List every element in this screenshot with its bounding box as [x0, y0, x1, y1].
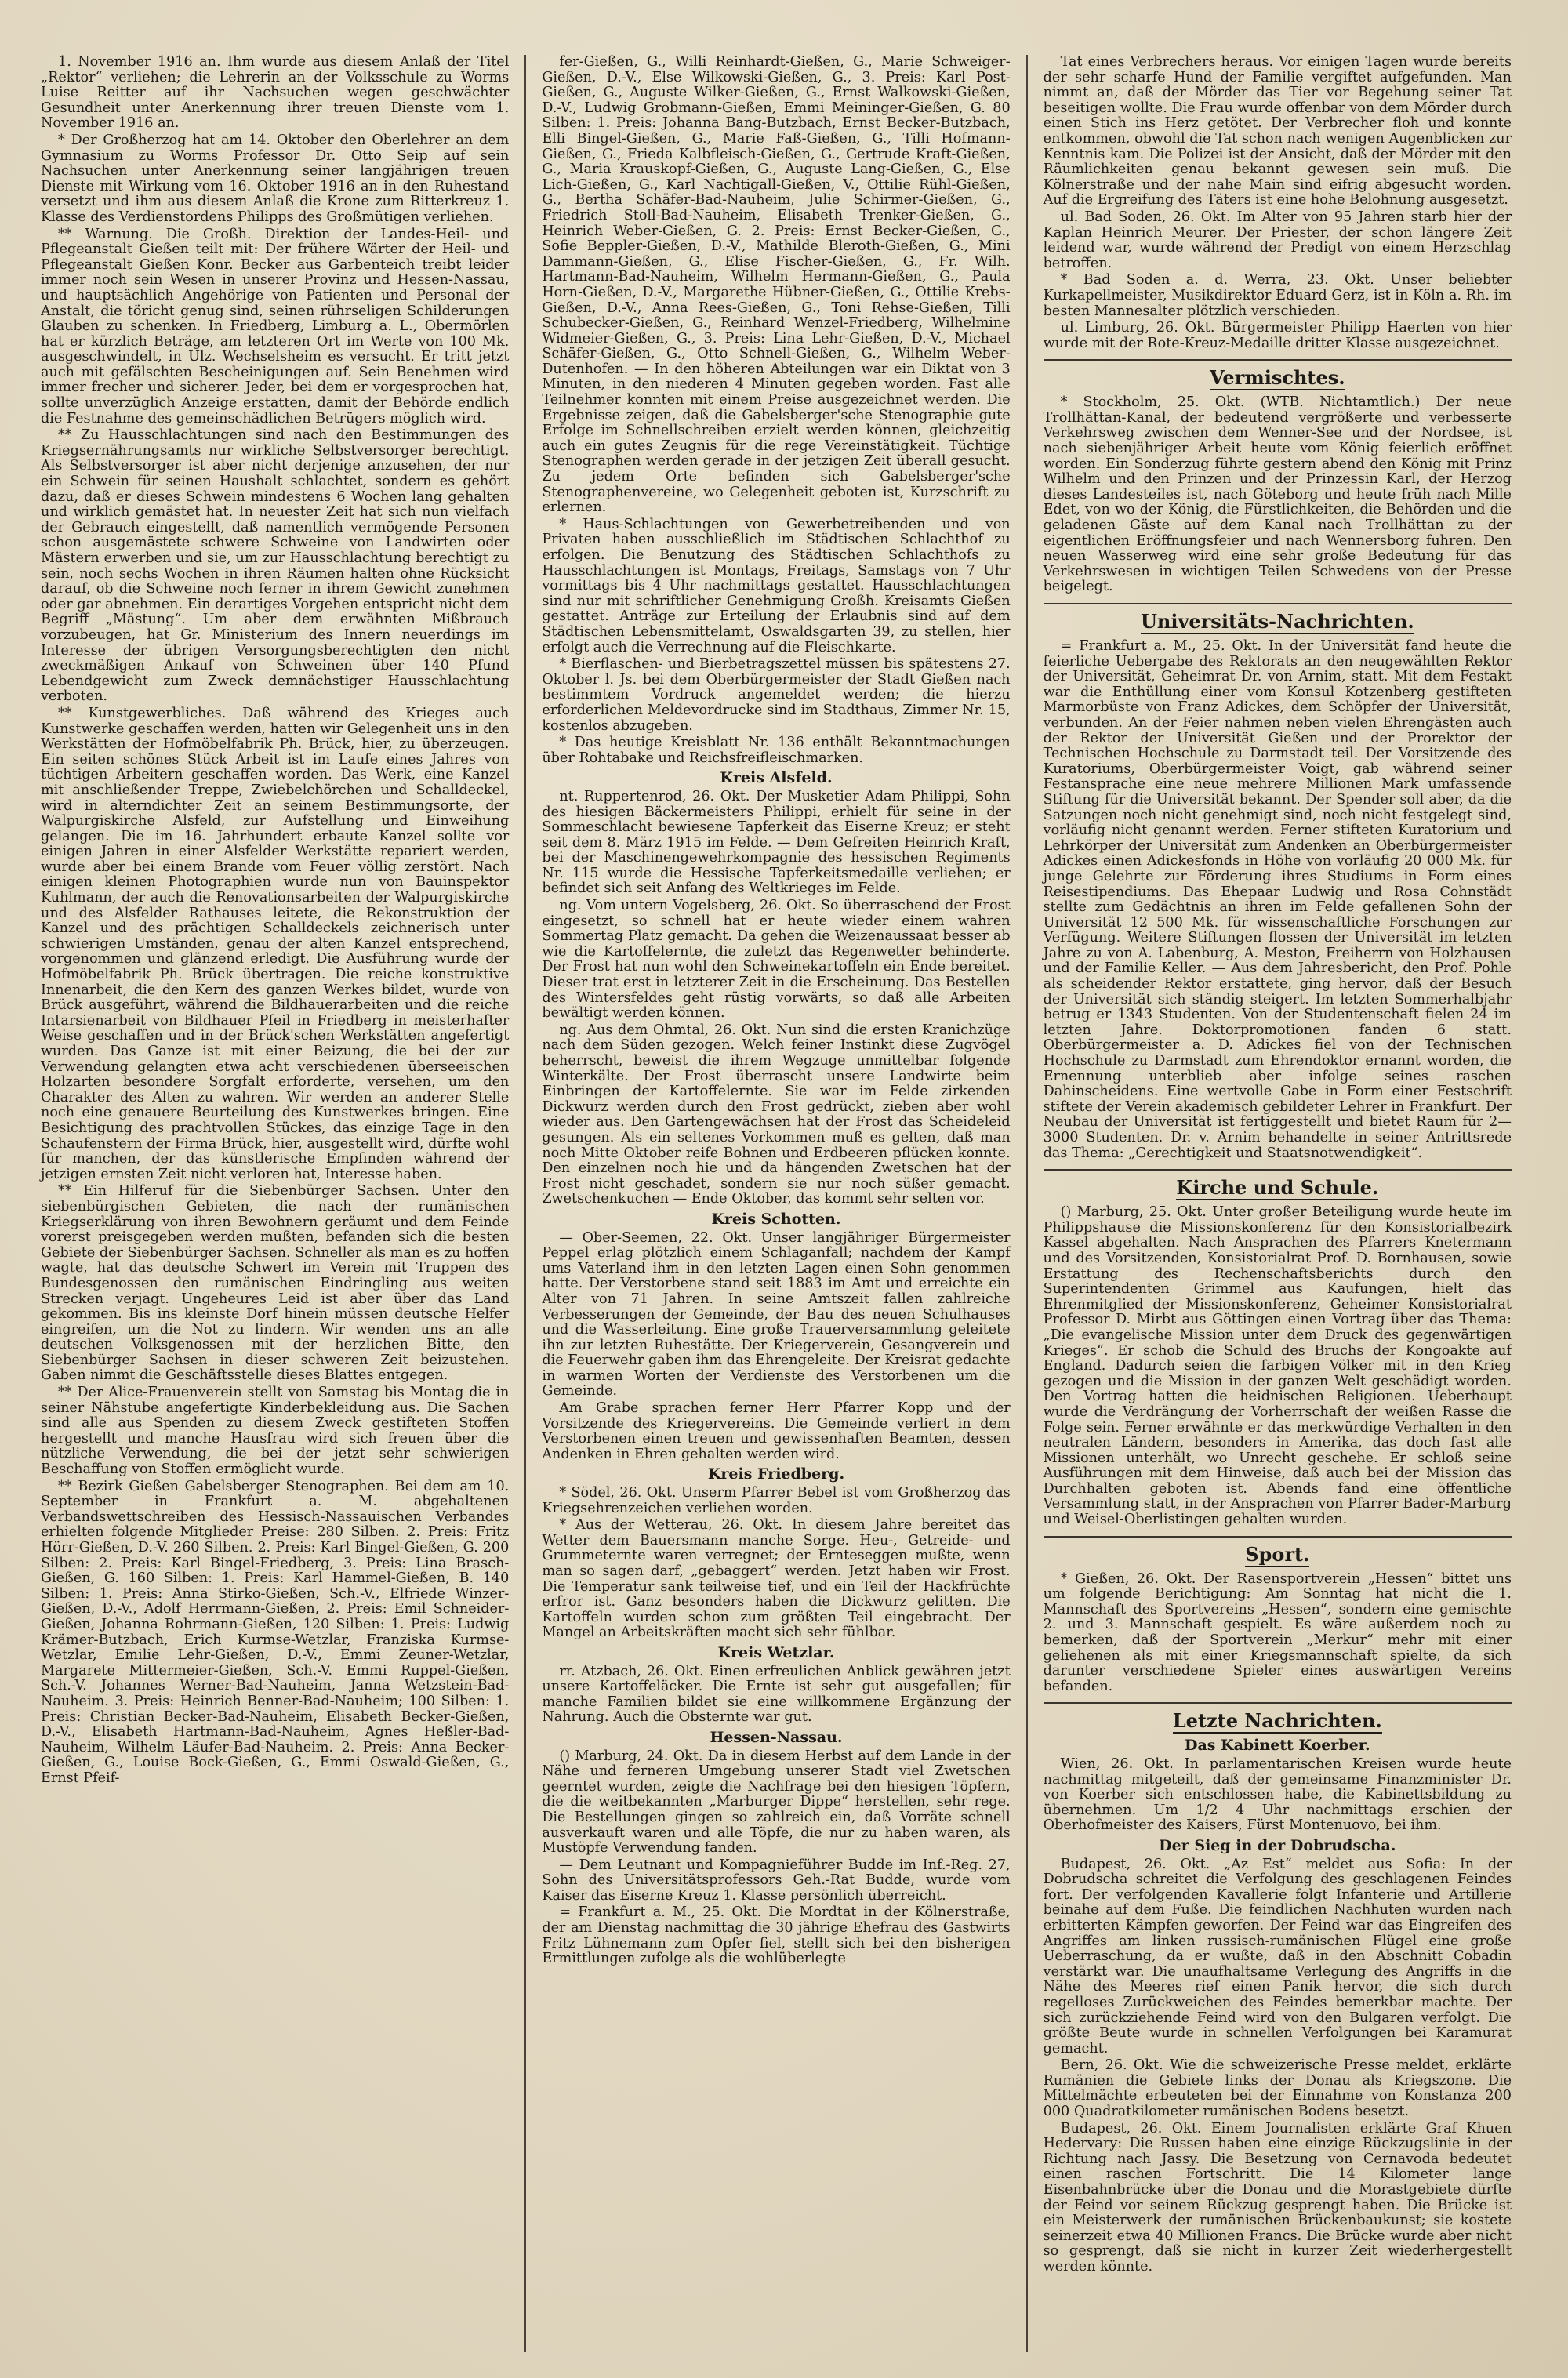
article-paragraph: () Marburg, 24. Okt. Da in diesem Herbst auf dem Lande in der Nähe und ferneren Umgebung unserer Stadt viel Zwetschen geerntet wurden, zeigte die Nachfrage bei den hiesigen Töpfern, die die weitbekannten „Marburger Dippe“ herstellen, sehr rege. Die Bestellungen gingen so zahlreich ein, daß Vorräte schnell ausverkauft waren und alle Töpfe, die nur zu haben waren, als Mustöpfe Verwendung fanden. [542, 1748, 1011, 1857]
section-divider [1044, 1169, 1512, 1171]
heading-text: Universitäts-Nachrichten. [1140, 610, 1414, 633]
article-paragraph: Tat eines Verbrechers heraus. Vor einigen Tagen wurde bereits der sehr scharfe Hund der Familie vergiftet aufgefunden. Man nimmt an, daß der Mörder das Tier vor Begehung seiner Tat beseitigen wollte. Die Frau wurde offenbar von dem Mörder durch einen Stich ins Herz getötet. Der Verbrecher floh und konnte entkommen, obwohl die Tat schon nach wenigen Augenblicken zur Kenntnis kam. Die Polizei ist der Ansicht, daß der Mörder mit den Räumlichkeiten genau bekannt gewesen sein muß. Die Kölnerstraße und der nahe Main sind eifrig abgesucht worden. Auf die Ergreifung des Täters ist eine hohe Belohnung ausgesetzt. [1043, 55, 1512, 209]
article-paragraph: fer-Gießen, G., Willi Reinhardt-Gießen, G., Marie Schweiger-Gießen, D.-V., Else Wilkowski-Gießen, G., 3. Preis: Karl Post-Gießen, G., Auguste Wilker-Gießen, G., Ernst Walkowski-Gießen, D.-V., Ludwig Grobmann-Gießen, Emmi Meininger-Gießen, G. 80 Silben: 1. Preis: Johanna Bang-Butzbach, Ernst Becker-Butzbach, Elli Bingel-Gießen, G., Marie Faß-Gießen, G., Tilli Hofmann-Gießen, G., Frieda Kalbfleisch-Gießen, G., Gertrude Kraft-Gießen, G., Maria Krauskopf-Gießen, G., Auguste Lang-Gießen, G., Else Lich-Gießen, G., Karl Nachtigall-Gießen, V., Ottilie Rühl-Gießen, G., Bertha Schäfer-Bad-Nauheim, Julie Schirmer-Gießen, G., Friedrich Stoll-Bad-Nauheim, Elisabeth Trenker-Gießen, G., Heinrich Weber-Gießen, G. 2. Preis: Ernst Becker-Gießen, G., Sofie Beppler-Gießen, D.-V., Mathilde Bleroth-Gießen, G., Mini Dammann-Gießen, G., Elise Fischer-Gießen, G., Fr. Wilh. Hartmann-Bad-Nauheim, Wilhelm Hermann-Gießen, G., Paula Horn-Gießen, D.-V., Margarethe Hübner-Gießen, G., Ottilie Krebs-Gießen, D.-V., Anna Rees-Gießen, G., Toni Rehse-Gießen, Tilli Schubecker-Gießen, G., Reinhard Wenzel-Friedberg, Wilhelmine Widmeier-Gießen, G., 3. Preis: Lina Lehr-Gießen, D.-V., Michael Schäfer-Gießen, G., Otto Schnell-Gießen, G., Wilhelm Weber-Dutenhofen. — In den höheren Abteilungen war ein Diktat von 3 Minuten, in den niederen 4 Minuten gegeben worden. Fast alle Teilnehmer konnten mit einem Preise ausgezeichnet werden. Die Ergebnisse zeigen, daß die Gabelsberger'sche Stenographie gute Erfolge im Schnellschreiben erzielt werden können, gleichzeitig auch ein gutes Zeugnis für die rege Vereinstätigkeit. Tüchtige Stenographen werden gerade in der jetzigen Zeit überall gesucht. Zu jedem Orte befinden sich Gabelsberger'sche Stenographenvereine, wo Gelegenheit geboten ist, Kurzschrift zu erlernen. [542, 55, 1011, 516]
article-paragraph: * Bad Soden a. d. Werra, 23. Okt. Unser beliebter Kurkapellmeister, Musikdirektor Eduard Gerz, ist in Köln a. Rh. im besten Mannesalter plötzlich verschieden. [1043, 272, 1512, 319]
article-paragraph: ** Warnung. Die Großh. Direktion der Landes-Heil- und Pflegeanstalt Gießen teilt mit: Der frühere Wärter der Heil- und Pflegeanstalt Gießen Konr. Becker aus Garbenteich treibt leider immer noch sein Wesen in unserer Provinz und Hessen-Nassau, und hauptsächlich Angehörige von Patienten und Personal der Anstalt, die töricht genug sind, seinen rührseligen Schilderungen Glauben zu schenken. In Friedberg, Limburg a. L., Obermörlen hat er kürzlich Beträge, am letzteren Ort im Werte von 100 Mk. ausgeschwindelt, in Ulz. Wechselsheim es versucht. Er tritt jetzt auch mit gefälschten Bescheinigungen auf. Sein Benehmen wird immer frecher und sicherer. Jeder, bei dem er vorgesprochen hat, sollte unverzüglich Anzeige erstatten, damit der Behörde endlich die Festnahme des gemeinschädlichen Betrügers möglich wird. [41, 226, 510, 427]
article-paragraph: nt. Ruppertenrod, 26. Okt. Der Musketier Adam Philippi, Sohn des hiesigen Bäckermeisters Philippi, erhielt für seine in der Sommeschlacht bewiesene Tapferkeit das Eiserne Kreuz; er steht seit dem 8. März 1915 im Felde. — Dem Gefreiten Heinrich Kraft, bei der Maschinengewehrkompagnie des hessischen Regiments Nr. 115 wurde die Hessische Tapferkeitsmedaille verliehen; er befindet sich seit Anfang des Weltkrieges im Felde. [542, 788, 1011, 897]
article-paragraph: * Aus der Wetterau, 26. Okt. In diesem Jahre bereitet das Wetter dem Bauersmann manche Sorge. Heu-, Getreide- und Grummeternte waren verregnet; der Ernteseggen mußte, wenn man so sagen darf, „gebaggert“ werden. Jetzt haben wir Frost. Die Temperatur sank teilweise tief, und ein Teil der Hackfrüchte erfror ist. Ganz besonders haben die Dickwurz gelitten. Die Kartoffeln wurden schon zum größten Teil eingebracht. Der Mangel an Arbeitskräften macht sich sehr fühlbar. [542, 1517, 1011, 1641]
article-paragraph: () Marburg, 25. Okt. Unter großer Beteiligung wurde heute im Philippshause die Missionskonferenz für den Konsistorialbezirk Kassel abgehalten. Nach Ansprachen des Pfarrers Knetermann und des Vorsitzenden, Konsistorialrat Prof. D. Bornhausen, sowie Erstattung des Rechenschaftsberichts durch den Superintendenten Grimmel aus Kaufungen, hielt das Ehrenmitglied der Missionskonferenz, Geheimer Konsistorialrat Professor D. Mirbt aus Göttingen einen Vortrag über das Thema: „Die evangelische Mission unter dem Druck des gegenwärtigen Krieges“. Er schob die Schuld des Bruchs der Kongoakte auf England. Dadurch seien die farbigen Völker mit in den Krieg gezogen und die Mission in der ganzen Welt geschädigt worden. Den Vortrag hatten die heidnischen Religionen. Ueberhaupt wurde die Verdrängung der Vorherrschaft der weißen Rasse die Folge sein. Ferner erwähnte er das merkwürdige Verhalten in den neutralen Ländern, besonders in Amerika, das doch fast alle Missionen unterhält, wo Unrecht geschehe. Er schloß seine Ausführungen mit dem Hinweise, daß auch bei der Mission das Durchhalten geboten ist. Abends fand eine öffentliche Versammlung statt, in der Ansprachen von Pfarrer Bader-Marburg und Weisel-Oberlistingen gehalten wurden. [1043, 1204, 1512, 1528]
article-paragraph: * Södel, 26. Okt. Unserm Pfarrer Bebel ist vom Großherzog das Kriegsehrenzeichen verliehen worden. [542, 1485, 1011, 1516]
column-1 [36, 55, 524, 2352]
article-paragraph: = Frankfurt a. M., 25. Okt. In der Universität fand heute die feierliche Uebergabe des Rektorats an den neugewählten Rektor der Universität, Geheimrat Dr. von Arnim, statt. Mit dem Festakt war die Enthüllung einer vom Konsul Kotzenberg gestifteten Marmorbüste von Franz Adickes, dem Schöpfer der Universität, verbunden. An der Feier nahmen neben vielen Ehrengästen auch der Rektor der Universität Gießen und der Prorektor der Technischen Hochschule zu Darmstadt teil. Der Vorsitzende des Kuratoriums, Oberbürgermeister Voigt, gab während seiner Festansprache eine neue mehrere Millionen Mark umfassende Stiftung für die Universität bekannt. Der Spender soll aber, da die Satzungen noch nicht genehmigt sind, noch nicht festgelegt sind, vorläufig nicht genannt werden. Ferner stifteten Kuratorium und Lehrkörper der Universität zum Andenken an Oberbürgermeister Adickes einen Adickesfonds in Höhe von vorläufig 20 000 Mk. für junge Gelehrte zur Förderung ihres Studiums in Form eines Reisestipendiums. Das Ehepaar Ludwig und Rosa Cohnstädt stellte zum Gedächtnis an ihren im Felde gefallenen Sohn der Universität 12 500 Mk. für wissenschaftliche Forschungen zur Verfügung. Weitere Stiftungen flossen der Universität im letzten Jahre zu von A. Labenburg, A. Meston, Freiherrn von Holzhausen und der Familie Keller. — Aus dem Jahresbericht, den Prof. Pohle als scheidender Rektor erstattete, ging hervor, daß der Besuch der Universität sich ständig steigert. Im letzten Sommerhalbjahr betrug er 1343 Studenten. Von der Studentenschaft fielen 24 im letzten Jahre. Doktorpromotionen fanden 6 statt. Oberbürgermeister a. D. Adickes fiel von der Technischen Hochschule zu Darmstadt zum Ehrendoktor ernannt worden, die Ernennung unterblieb aber infolge seines raschen Dahinscheidens. Eine wertvolle Gabe in Form einer Festschrift stiftete der Verein akademisch gebildeter Lehrer in Frankfurt. Der Neubau der Universität ist fertiggestellt und bietet Raum für 2—3000 Studenten. Dr. v. Arnim behandelte in seiner Antrittsrede das Thema: „Gerechtigkeit und Staatsnotwendigkeit“. [1043, 638, 1512, 1161]
article-paragraph: ** Zu Hausschlachtungen sind nach den Bestimmungen des Kriegsernährungsamts nur wirkliche Selbstversorger berechtigt. Als Selbstversorger ist aber nicht derjenige anzusehen, der nur ein Schwein für seinen Haushalt schlachtet, sondern es gehört dazu, daß er dieses Schwein mindestens 6 Wochen lang gehalten und wirklich gemästet hat. In neuester Zeit hat sich nun vielfach der Gebrauch eingestellt, daß namentlich vermögende Personen schon ausgemästete schwere Schweine von Landwirten oder Mästern erwerben und sie, um zur Hausschlachtung berechtigt zu sein, noch sechs Wochen in ihren Räumen halten ohne Rücksicht darauf, ob die Schweine noch ferner in ihrem Gewicht zunehmen oder gar abnehmen. Ein derartiges Vorgehen entspricht nicht dem Begriff „Mästung“. Um aber dem erwähnten Mißbrauch vorzubeugen, hat Gr. Ministerium des Innern neuerdings im Interesse der übrigen Versorgungsberechtigten den nicht zweckmäßigen Ankauf von Schweinen über 140 Pfund Lebendgewicht zum Zweck demnächstiger Hausschlachtung verboten. [41, 427, 510, 705]
section-heading-letzte-nachrichten [1044, 1710, 1512, 1734]
section-heading-hessen-nassau: Hessen-Nassau. [710, 1728, 843, 1746]
article-paragraph: Am Grabe sprachen ferner Herr Pfarrer Kopp und der Vorsitzende des Kriegervereins. Die Gemeinde verliert in dem Verstorbenen einen treuen und gewissenhaften Beamten, dessen Andenken in Ehren gehalten werden wird. [542, 1400, 1011, 1462]
article-paragraph: — Dem Leutnant und Kompagnieführer Budde im Inf.-Reg. 27, Sohn des Universitätsprofessors Geh.-Rat Budde, wurde vom Kaiser das Eiserne Kreuz 1. Klasse persönlich überreicht. [542, 1857, 1011, 1904]
subheading-sieg-dobrudscha: Der Sieg in der Dobrudscha. [1159, 1836, 1396, 1854]
section-heading-universitaets-nachrichten [1044, 611, 1512, 634]
section-divider [1044, 603, 1512, 604]
article-paragraph: ** Bezirk Gießen Gabelsberger Stenographen. Bei dem am 10. September in Frankfurt a. M. abgehaltenen Verbandswettschreiben des Hessisch-Nassauischen Verbandes erhielten folgende Mitglieder Preise: 280 Silben. 2. Preis: Fritz Hörr-Gießen, D.-V. 260 Silben. 2. Preis: Karl Bingel-Gießen, G. 200 Silben: 2. Preis: Karl Bingel-Friedberg, 3. Preis: Lina Brasch-Gießen, G. 160 Silben: 1. Preis: Karl Hammel-Gießen, B. 140 Silben: 1. Preis: Anna Stirko-Gießen, Sch.-V., Elfriede Winzer-Gießen, D.-V., Adolf Herrmann-Gießen, 2. Preis: Emil Schneider-Gießen, Johanna Rohrmann-Gießen, 120 Silben: 1. Preis: Ludwig Krämer-Butzbach, Erich Kurmse-Wetzlar, Franziska Kurmse-Wetzlar, Emilie Lehr-Gießen, D.-V., Emmi Zeuner-Wetzlar, Margarete Mittermeier-Gießen, Sch.-V. Emmi Ruppel-Gießen, Sch.-V. Johannes Werner-Bad-Nauheim, Janna Wetzstein-Bad-Nauheim. 3. Preis: Heinrich Benner-Bad-Nauheim; 100 Silben: 1. Preis: Christian Becker-Bad-Nauheim, Elisabeth Becker-Gießen, D.-V., Elisabeth Hartmann-Bad-Nauheim, Agnes Heßler-Bad-Nauheim, Wilhelm Läufer-Bad-Nauheim. 2. Preis: Anna Becker-Gießen, G., Louise Bock-Gießen, G., Emmi Oswald-Gießen, G., Ernst Pfeif- [41, 1478, 510, 1786]
article-paragraph: * Haus-Schlachtungen von Gewerbetreibenden und von Privaten haben ausschließlich im Städtischen Schlachthof zu erfolgen. Die Benutzung des Städtischen Schlachthofs zu Hausschlachtungen ist Montags, Freitags, Samstags von 7 Uhr vormittags bis 4 Uhr nachmittags gestattet. Hausschlachtungen sind nur mit schriftlicher Genehmigung Großh. Kreisamts Gießen gestattet. Anträge zur Erteilung der Erlaubnis sind auf dem Städtischen Lebensmittelamt, Oswaldsgarten 39, zu stellen, hier erfolgt auch die Verrechnung auf die Fleischkarte. [542, 516, 1011, 655]
columns [36, 55, 1527, 2352]
heading-text: Sport. [1245, 1542, 1310, 1566]
article-paragraph: ** Kunstgewerbliches. Daß während des Krieges auch Kunstwerke geschaffen werden, hatten wir Gelegenheit uns in den Werkstätten der Hofmöbelfabrik Ph. Brück, hier, zu überzeugen. Ein seiten schönes Stück Arbeit ist im Laufe eines Jahres von tüchtigen Arbeitern geschaffen worden. Das Werk, eine Kanzel mit anschließender Treppe, Zwiebelchörchen und Schalldeckel, wird in alterndichter Zeit an seinem Bestimmungsorte, der Walpurgiskirche Alsfeld, zur Aufstellung und Einweihung gelangen. Die im 16. Jahrhundert erbaute Kanzel sollte vor einigen Jahren in einer Alsfelder Werkstätte repariert werden, wurde aber bei einem Brande vom Feuer völlig zerstört. Nach einigen kleinen Photographien wurde nun von Bauinspektor Kuhlmann, der auch die Renovationsarbeiten der Walpurgiskirche und des Alsfelder Rathauses leitete, die Rekonstruktion der Kanzel und des prächtigen Schalldeckels zeichnerisch unter schwierigen Umständen, genau der alten Kanzel entsprechend, vorgenommen und glänzend erledigt. Die Ausführung wurde der Hofmöbelfabrik Ph. Brück übertragen. Die reiche konstruktive Innenarbeit, die den Kern des ganzen Werkes bildet, wurde von Brück ausgeführt, während die Bildhauerarbeiten und die reiche Intarsienarbeit von Bildhauer Pfeil in Friedberg in meisterhafter Weise geschaffen und in der Brück'schen Werkstätten angefertigt wurden. Das Ganze ist mit einer Beizung, die bei der zur Verwendung gelangten etwa acht verschiedenen überseeischen Holzarten besondere Sorgfalt erforderte, versehen, um den Charakter des Alten zu wahren. Wir werden an anderer Stelle noch eine genauere Beurteilung des Kunstwerkes bringen. Eine Besichtigung des prachtvollen Stückes, das einzige Tage in den Schaufenstern der Firma Brück, hier, ausgestellt wird, dürfte wohl für manchen, der das künstlerische Empfinden während der jetzigen ernsten Zeit nicht verloren hat, Interesse haben. [41, 705, 510, 1182]
article-paragraph: ul. Bad Soden, 26. Okt. Im Alter von 95 Jahren starb hier der Kaplan Heinrich Meurer. Der Priester, der schon längere Zeit leidend war, wurde während der Predigt von einem Herzschlag betroffen. [1043, 209, 1512, 271]
section-heading-vermischtes [1044, 367, 1512, 390]
column-3 [1026, 55, 1527, 2352]
section-divider [1044, 1702, 1512, 1704]
article-paragraph: = Frankfurt a. M., 25. Okt. Die Mordtat in der Kölnerstraße, der am Dienstag nachmittag die 30 jährige Ehefrau des Gastwirts Fritz Lühnemann zum Opfer fiel, stellt sich bei den bisherigen Ermittlungen zufolge als die wohlüberlegte [542, 1904, 1011, 1967]
section-heading-kirche-und-schule [1044, 1177, 1512, 1200]
subheading-kabinett-koerber: Das Kabinett Koerber. [1185, 1737, 1370, 1755]
article-paragraph: * Gießen, 26. Okt. Der Rasensportverein „Hessen“ bittet uns um folgende Berichtigung: Am Sonntag hat nicht die 1. Mannschaft des Sportvereins „Hessen“, sondern eine gemischte 2. und 3. Mannschaft gespielt. Es wäre außerdem noch zu bemerken, daß der Sportverein „Merkur“ mehr mit einer geliehenen als mit einer Kriegsmannschaft spielte, da sich darunter verschiedene Spieler eines auswärtigen Vereins befanden. [1043, 1570, 1512, 1694]
article-paragraph: ul. Limburg, 26. Okt. Bürgermeister Philipp Haerten von hier wurde mit der Rote-Kreuz-Medaille dritter Klasse ausgezeichnet. [1043, 320, 1512, 351]
article-paragraph: * Der Großherzog hat am 14. Oktober den Oberlehrer an dem Gymnasium zu Worms Professor Dr. Otto Seip auf sein Nachsuchen unter Anerkennung seiner langjährigen treuen Dienste mit Wirkung vom 16. Oktober 1916 an in den Ruhestand versetzt und ihm aus diesem Anlaß die Krone zum Ritterkreuz 1. Klasse des Verdienstordens Philipps des Großmütigen verliehen. [41, 132, 510, 225]
article-paragraph: ** Ein Hilferuf für die Siebenbürger Sachsen. Unter den siebenbürgischen Gebieten, die nach der rumänischen Kriegserklärung von ihren Bewohnern geräumt und dem Feinde vorerst preisgegeben werden mußten, befanden sich die besten Gebiete der Siebenbürger Sachsen. Schneller als man es zu hoffen wagte, hat das deutsche Schwert im Verein mit Truppen des Bundesgenossen den rumänischen Eindringling aus weiten Strecken verjagt. Ungeheures Leid ist aber über das Land gekommen. Bis ins kleinste Dorf hinein müssen deutsche Helfer eingreifen, um die Not zu lindern. Wir wenden uns an alle deutschen Volksgenossen mit der herzlichen Bitte, den Siebenbürger Sachsen in dieser schweren Zeit beizustehen. Gaben nimmt die Geschäftsstelle dieses Blattes entgegen. [41, 1183, 510, 1384]
article-paragraph: * Das heutige Kreisblatt Nr. 136 enthält Bekanntmachungen über Rohtabake und Reichsfreifleischmarken. [542, 735, 1011, 766]
article-paragraph: rr. Atzbach, 26. Okt. Einen erfreulichen Anblick gewähren jetzt unsere Kartoffeläcker. Die Ernte ist sehr gut ausgefallen; für manche Familien bildet sie eine willkommene Ergänzung der Nahrung. Auch die Obsternte war gut. [542, 1663, 1011, 1726]
section-divider [1044, 1536, 1512, 1538]
article-paragraph: Bern, 26. Okt. Wie die schweizerische Presse meldet, erklärte Rumänien die Gebiete links der Donau als Kriegszone. Die Mittelmächte erbeuteten bei der Einnahme von Konstanza 200 000 Quadratkilometer rumänischen Bodens besetzt. [1043, 2057, 1512, 2120]
article-paragraph: ng. Vom untern Vogelsberg, 26. Okt. So überraschend der Frost eingesetzt, so schnell hat er heute wieder einem wahren Sommertag Platz gemacht. Da gehen die Weizenaussaat besser ab wie die Kartoffelernte, die zuletzt das Regenwetter behinderte. Der Frost hat nun wohl den Schweinekartoffeln ein Ende bereitet. Dieser trat erst in letzterer Zeit in die Erscheinung. Das Bestellen des Wintersfeldes geht rüstig vorwärts, so daß alle Arbeiten bewältigt werden können. [542, 898, 1011, 1022]
section-heading-kreis-schotten: Kreis Schotten. [711, 1210, 841, 1228]
article-paragraph: 1. November 1916 an. Ihm wurde aus diesem Anlaß der Titel „Rektor“ verliehen; die Lehrerin an der Volksschule zu Worms Luise Reitter auf ihr Nachsuchen wegen geschwächter Gesundheit unter Anerkennung ihrer treuen Dienste vom 1. November 1916 an. [41, 55, 510, 132]
section-divider [1044, 359, 1512, 361]
article-paragraph: * Stockholm, 25. Okt. (WTB. Nichtamtlich.) Der neue Trollhättan-Kanal, der bedeutend vergrößerte und verbesserte Verkehrsweg zwischen dem Wenner-See und der Nordsee, ist nach siebenjähriger Arbeit heute vom König feierlich eröffnet worden. Ein Sonderzug führte gestern abend den König mit Prinz Wilhelm und den Prinzen und der Prinzessin Karl, der Herzog dieses Landesteiles ist, nach Göteborg und heute früh nach Mille Edet, von wo der König, die Fürstlichkeiten, die Behörden und die geladenen Gäste auf dem Kanal nach Trollhättan zu der eigentlichen Eröffnungsfeier und nach Wennersborg fuhren. Den neuen Wasserweg wird eine sehr große Bedeutung für das Verkehrswesen in wichtigen Teilen Schwedens von der Presse beigelegt. [1043, 394, 1512, 595]
section-heading-kreis-friedberg: Kreis Friedberg. [707, 1465, 845, 1483]
article-paragraph: ** Der Alice-Frauenverein stellt von Samstag bis Montag die in seiner Nähstube angefertigte Kinderbekleidung aus. Die Sachen sind alle aus Spenden zu diesem Zweck gestifteten Stoffen hergestellt und manche Hausfrau wird sich freuen über die nützliche Verwendung, die bei der jetzt sehr schwierigen Beschaffung von Stoffen ermöglicht wurde. [41, 1385, 510, 1478]
heading-text: Kirche und Schule. [1176, 1176, 1379, 1200]
heading-text: Vermischtes. [1210, 366, 1345, 390]
article-paragraph: * Bierflaschen- und Bierbetragszettel müssen bis spätestens 27. Oktober l. Js. bei dem Oberbürgermeister der Stadt Gießen nach bestimmtem Vordruck angemeldet werden; die hierzu erforderlichen Meldevordrucke sind im Stadthaus, Zimmer Nr. 15, kostenlos abzugeben. [542, 656, 1011, 734]
article-paragraph: Wien, 26. Okt. In parlamentarischen Kreisen wurde heute nachmittag mitgeteilt, daß der gemeinsame Finanzminister Dr. von Koerber sich entschlossen habe, die Kabinettsbildung zu übernehmen. Um 1/2 4 Uhr nachmittags erschien der Oberhofmeister des Kaisers, Fürst Montenuovo, bei ihm. [1043, 1756, 1512, 1834]
article-paragraph: — Ober-Seemen, 22. Okt. Unser langjähriger Bürgermeister Peppel erlag plötzlich einem Schlaganfall; nachdem der Kampf ums Vaterland ihm in den letzten Lagen einen Sohn genommen hatte. Der Verstorbene stand seit 1883 im Amt und erreichte ein Alter von 71 Jahren. In seine Amtszeit fallen zahlreiche Verbesserungen der Gemeinde, der Bau des neuen Schulhauses und die Wasserleitung. Eine große Trauerversammlung geleitete ihn zur letzten Ruhestätte. Der Kriegerverein, Gesangverein und die Feuerwehr gaben ihm das Ehrengeleite. Der Kreisrat gedachte in warmen Worten der Verdienste des Verstorbenen um die Gemeinde. [542, 1229, 1011, 1400]
article-paragraph: Budapest, 26. Okt. „Az Est“ meldet aus Sofia: In der Dobrudscha schreitet die Verfolgung des geschlagenen Feindes fort. Der verfolgenden Kavallerie folgt Infanterie und Artillerie beinahe auf dem Fuße. Die feindlichen Nachhuten wurden nach erbitterten Kämpfen geworfen. Der Feind war das Eingreifen des Angriffes am linken russisch-rumänischen Flügel eine große Ueberraschung, da er wußte, daß in den Abschnitt Cobadin verstärkt war. Die unaufhaltsame Verlegung des Angriffs in die Nähe des Meeres rief einen Panik hervor, die sich durch regelloses Zurückweichen des Feindes bemerkbar machte. Der sich zurückziehende Feind wird von den Bulgaren verfolgt. Die größte Beute wurde in schnellen Verfolgungen bei Karamurat gemacht. [1043, 1856, 1512, 2057]
section-heading-sport [1044, 1544, 1512, 1567]
article-paragraph: Budapest, 26. Okt. Einem Journalisten erklärte Graf Khuen Hedervary: Die Russen haben eine einzige Rückzugslinie in der Richtung nach Jassy. Die Besetzung von Cernavoda bedeutet einen raschen Fortschritt. Die 14 Kilometer lange Eisenbahnbrücke über die Donau und die Morastgebiete dürfte der Feind vor seinem Rückzug gesprengt haben. Die Brücke ist ein Meisterwerk der rumänischen Brückenbaukunst; sie kostete seinerzeit etwa 40 Millionen Francs. Die Brücke wurde aber nicht so gesprengt, daß sie nicht in kurzer Zeit wiederhergestellt werden könnte. [1043, 2120, 1512, 2275]
section-heading-kreis-wetzlar: Kreis Wetzlar. [717, 1643, 835, 1661]
article-paragraph: ng. Aus dem Ohmtal, 26. Okt. Nun sind die ersten Kranichzüge nach dem Süden gezogen. Welch feiner Instinkt diese Zugvögel beherrscht, beweist die ihrem Wegzuge unmittelbar folgende Winterkälte. Der Frost überrascht unsere Landwirte beim Einbringen der Kartoffelernte. Sie war im Felde zirkenden Dickwurz werden durch den Frost gedrückt, zieben aber wohl wieder aus. Den Gartengewächsen hat der Frost das Scheideleid gesungen. Als ein seltenes Vorkommen muß es gelten, daß man noch Mitte Oktober reife Bohnen und Erdbeeren pflücken konnte. Den einzelnen noch hie und da hängenden Zwetschen hat der Frost nicht geschadet, sondern sie nur noch süßer gemacht. Zwetschenkuchen — Ende Oktober, das kommt sehr selten vor. [542, 1022, 1011, 1207]
column-2 [524, 55, 1025, 2352]
heading-text: Letzte Nachrichten. [1172, 1709, 1382, 1733]
section-heading-kreis-alsfeld: Kreis Alsfeld. [720, 769, 833, 787]
